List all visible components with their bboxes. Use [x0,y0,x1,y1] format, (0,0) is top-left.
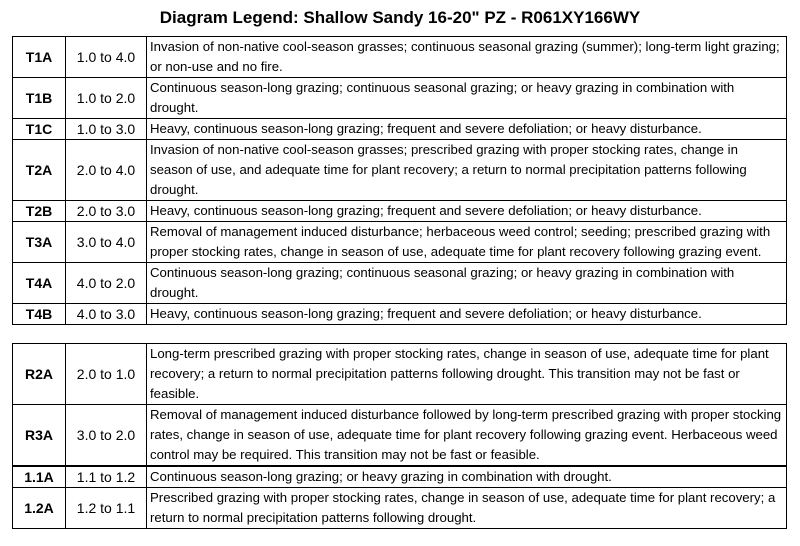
description-cell: Continuous season-long grazing; continuous seasonal grazing; or heavy grazing in combination with drought. [147,263,787,304]
legend-table-transitions [12,36,787,325]
range-cell: 1.0 to 4.0 [66,37,147,78]
legend-table-restorations [12,343,787,466]
range-cell: 2.0 to 1.0 [66,344,147,405]
code-cell: T1A [13,37,66,78]
legend-row [13,37,787,78]
code-cell: T1B [13,78,66,119]
description-cell: Prescribed grazing with proper stocking rates, change in season of use, adequate time for plant recovery; a return to normal precipitation patterns following drought. [147,488,787,529]
code-cell: T2B [13,201,66,222]
code-cell: R3A [13,405,66,466]
code-cell: 1.2A [13,488,66,529]
legend-row [13,488,787,529]
legend-row [13,467,787,488]
code-cell: T3A [13,222,66,263]
legend-table-community-pathways [12,466,787,529]
range-cell: 4.0 to 2.0 [66,263,147,304]
legend-row [13,263,787,304]
range-cell: 4.0 to 3.0 [66,304,147,325]
range-cell: 1.2 to 1.1 [66,488,147,529]
description-cell: Heavy, continuous season-long grazing; frequent and severe defoliation; or heavy disturbance. [147,304,787,325]
description-cell: Heavy, continuous season-long grazing; frequent and severe defoliation; or heavy disturbance. [147,119,787,140]
legend-row [13,119,787,140]
range-cell: 1.0 to 3.0 [66,119,147,140]
description-cell: Removal of management induced disturbance followed by long-term prescribed grazing with proper stocking rates, change in season of use, adequate time for plant recovery following grazing event. Herbaceous weed control may be required. This transition may not be fast or feasible. [147,405,787,466]
range-cell: 1.1 to 1.2 [66,467,147,488]
description-cell: Invasion of non-native cool-season grasses; continuous seasonal grazing (summer); long-term light grazing; or non-use and no fire. [147,37,787,78]
description-cell: Continuous season-long grazing; or heavy grazing in combination with drought. [147,467,787,488]
legend-row [13,222,787,263]
range-cell: 1.0 to 2.0 [66,78,147,119]
code-cell: T4A [13,263,66,304]
code-cell: T4B [13,304,66,325]
range-cell: 3.0 to 2.0 [66,405,147,466]
legend-row [13,304,787,325]
legend-row [13,201,787,222]
legend-row [13,405,787,466]
legend-row [13,78,787,119]
page-title: Diagram Legend: Shallow Sandy 16-20" PZ - R061XY166WY [159,8,641,27]
code-cell: T2A [13,140,66,201]
description-cell: Long-term prescribed grazing with proper stocking rates, change in season of use, adequate time for plant recovery; a return to normal precipitation patterns following drought. This transition may not be fast or feasible. [147,344,787,405]
description-cell: Invasion of non-native cool-season grasses; prescribed grazing with proper stocking rates, change in season of use, and adequate time for plant recovery; a return to normal precipitation patterns following drought. [147,140,787,201]
code-cell: 1.1A [13,467,66,488]
legend-row [13,140,787,201]
code-cell: T1C [13,119,66,140]
range-cell: 2.0 to 3.0 [66,201,147,222]
description-cell: Removal of management induced disturbance; herbaceous weed control; seeding; prescribed grazing with proper stocking rates, change in season of use, adequate time for plant recovery following grazing event. [147,222,787,263]
description-cell: Heavy, continuous season-long grazing; frequent and severe defoliation; or heavy disturbance. [147,201,787,222]
range-cell: 3.0 to 4.0 [66,222,147,263]
description-cell: Continuous season-long grazing; continuous seasonal grazing; or heavy grazing in combination with drought. [147,78,787,119]
legend-row [13,344,787,405]
code-cell: R2A [13,344,66,405]
range-cell: 2.0 to 4.0 [66,140,147,201]
